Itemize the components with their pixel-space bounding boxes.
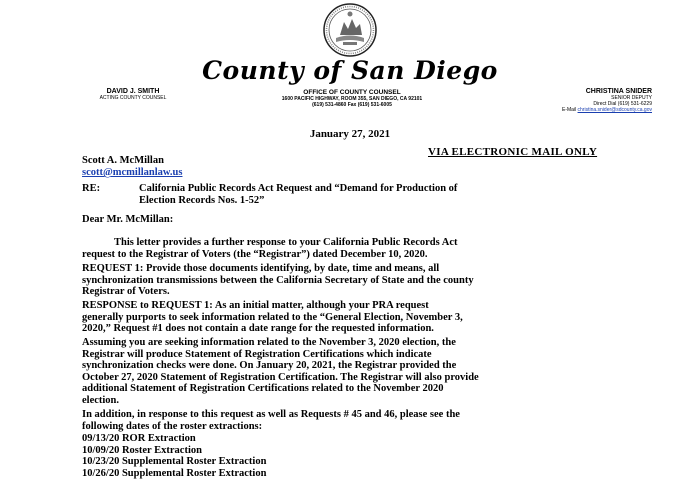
response-1-line-3: 2020,” Request #1 does not contain a date range for the requested information.	[82, 323, 434, 334]
addition-line-1: In addition, in response to this request as well as Requests # 45 and 46, please see the	[82, 409, 460, 420]
deputy-block	[502, 88, 652, 113]
assuming-line-4: October 27, 2020 Statement of Registration Certification. The Registrar will also provide	[82, 371, 479, 383]
addition-paragraph	[82, 409, 640, 432]
salutation: Dear Mr. McMillan:	[82, 214, 174, 225]
assuming-line-5: additional Statement of Registration Certifications related to the November 2020	[82, 383, 444, 394]
office-block	[228, 89, 476, 108]
delivery-method: VIA ELECTRONIC MAIL ONLY	[428, 146, 598, 158]
letter-date: January 27, 2021	[309, 128, 391, 140]
intro-line-2: request to the Registrar of Voters (the “Registrar”) dated December 10, 2020.	[82, 248, 428, 260]
county-counsel-title: ACTING COUNTY COUNSEL	[99, 95, 167, 101]
intro-line-1: This letter provides a further response to your California Public Records Act	[114, 237, 458, 248]
assuming-line-6: election.	[82, 394, 120, 406]
intro-paragraph	[82, 237, 640, 260]
request-1-paragraph	[82, 263, 640, 298]
request-1-line-2: synchronization transmissions between the California Secretary of State and the county	[82, 274, 474, 286]
assuming-line-1: Assuming you are seeking information related to the November 3, 2020 election, the	[82, 337, 456, 348]
subject-text-line-1: California Public Records Act Request and “Demand for Production of	[139, 183, 458, 194]
deputy-email-link[interactable]: christina.snider@sdcounty.ca.gov	[577, 107, 652, 113]
deputy-name: CHRISTINA SNIDER	[585, 88, 652, 95]
assuming-paragraph	[82, 337, 640, 406]
deputy-title: SENIOR DEPUTY	[611, 95, 652, 101]
county-seal-icon	[322, 2, 378, 58]
subject-label: RE:	[82, 183, 101, 194]
county-counsel-name: DAVID J. SMITH	[106, 88, 160, 95]
assuming-line-2: Registrar will produce Statement of Registration Certifications which indicate	[82, 348, 432, 360]
list-item: 09/13/20 ROR Extraction	[82, 433, 196, 444]
list-item: 10/26/20 Supplemental Roster Extraction	[82, 467, 267, 479]
request-1-line-3: Registrar of Voters.	[82, 286, 170, 297]
extraction-list	[82, 433, 640, 479]
subject-line	[82, 183, 642, 207]
subject-text-line-2: Election Records Nos. 1-52”	[139, 195, 265, 206]
response-1-line-1: RESPONSE to REQUEST 1: As an initial matter, although your PRA request	[82, 300, 429, 311]
deputy-email-row	[502, 107, 652, 113]
addition-line-2: following dates of the roster extractions:	[82, 420, 263, 432]
request-1-line-1: REQUEST 1: Provide those documents identifying, by date, time and means, all	[82, 263, 440, 274]
direct-dial-value: (619) 531-6229	[617, 101, 652, 107]
office-address: 1600 PACIFIC HIGHWAY, ROOM 355, SAN DIEGO, CA 92101	[281, 96, 423, 102]
deputy-email-label: E-Mail	[561, 107, 577, 113]
recipient-email-link[interactable]: scott@mcmillanlaw.us	[82, 167, 183, 178]
office-phones: (619) 531-4860 Fax (619) 531-6005	[312, 102, 392, 108]
recipient-block	[82, 155, 182, 179]
response-1-line-2: generally purports to seek information related to the “General Election, November 3,	[82, 311, 463, 323]
response-1-paragraph	[82, 300, 640, 335]
county-title: County of San Diego	[202, 56, 498, 85]
direct-dial-label: Direct Dial	[593, 101, 617, 107]
office-name: OFFICE OF COUNTY COUNSEL	[303, 89, 401, 96]
list-item: 10/23/20 Supplemental Roster Extraction	[82, 456, 267, 467]
list-item: 10/09/20 Roster Extraction	[82, 444, 202, 456]
county-counsel-block	[78, 88, 188, 101]
recipient-name: Scott A. McMillan	[82, 155, 164, 166]
assuming-line-3: synchronization checks were done. On January 20, 2021, the Registrar provided the	[82, 360, 457, 371]
